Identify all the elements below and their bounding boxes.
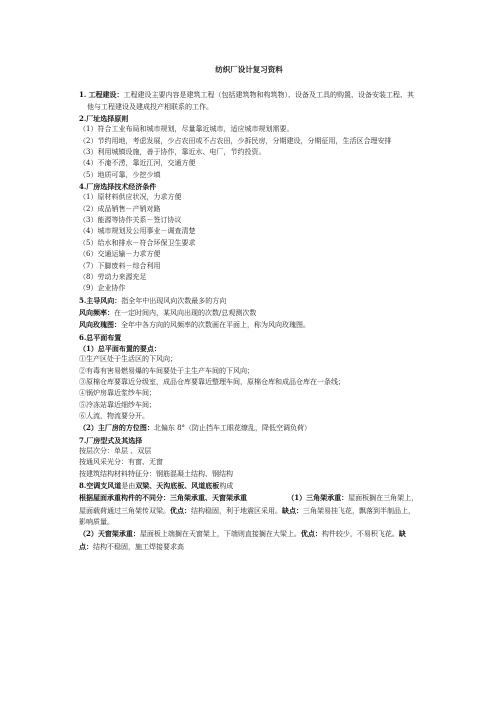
section-2-item: （2）节约用地，考虑发展，少占农田或不占农田，少拆民房，分期建设，分期征用，生活区合理安排 <box>79 136 392 145</box>
section-8-heading-mid: 是由 <box>121 482 136 491</box>
skylight-disadvantage-label: 缺点： <box>79 529 406 551</box>
truss-advantage-label: 优点： <box>170 505 191 515</box>
skylight-advantage-text: 构件较少，不易积飞花。 <box>321 530 399 539</box>
section-4-item: （9）企业协作 <box>79 284 126 293</box>
document-page <box>79 64 419 553</box>
section-4-item: （3）能源等协作关系－签订协议 <box>79 216 182 225</box>
section-6-point: ①生产区处于生活区的下风向； <box>79 355 177 364</box>
section-4-item: （1）原材料供应状况，力求方便 <box>79 193 182 202</box>
truss-advantage-text: 结构稳固，利于地震区采用。 <box>191 506 282 515</box>
section-6-point: ⑥人流，物流要分开。 <box>79 411 149 420</box>
section-4-item: （5）给水和排水－符合环保卫生要求 <box>79 238 196 247</box>
section-8-heading <box>79 480 419 492</box>
section-6-point: ③原棉仓库要靠近分级室，成品仓库要靠近整理车间，原棉仓库和成品仓库在一条线； <box>79 377 345 386</box>
section-7-heading: 7.厂房型式及其选择 <box>79 435 143 445</box>
section-8-truss-paragraph <box>79 492 419 528</box>
section-8-skylight-paragraph <box>79 528 419 553</box>
section-2-heading: 2.厂址选择原则 <box>79 114 129 124</box>
section-6-point: ④锅炉房靠近浆纱车间； <box>79 389 156 398</box>
section-4-item: （7）下脚废料－综合利用 <box>79 261 161 270</box>
wind-frequency-heading: 风向频率： <box>79 307 114 317</box>
section-6-heading: 6.总平面布置 <box>79 332 122 342</box>
truss-disadvantage-label: 缺点： <box>282 505 303 515</box>
skylight-heading: （2）天窗架承重： <box>79 529 140 539</box>
section-1-number: 1. <box>79 90 87 100</box>
skylight-text: 屋面板上端搁在天窗架上，下端则直接搁在大梁上。 <box>139 530 301 539</box>
truss-heading: （1）三角架承重： <box>287 493 349 503</box>
wind-rose-heading: 风向玫瑰图： <box>79 320 121 330</box>
wind-rose <box>79 319 419 331</box>
section-2-item: （3）利用城镇设施，善于协作，靠近水、电厂，节约投资。 <box>79 148 266 157</box>
section-8-heading-post: 构成 <box>219 482 234 491</box>
section-8-basis: 根据屋面承重构件的不同分：三角架承重、天窗架承重 <box>79 493 247 503</box>
section-6-orientation <box>79 422 419 434</box>
section-5-text: 指全年中出现风向次数最多的方向 <box>121 296 227 305</box>
section-7-item: 按层次分：单层 、双层 <box>79 447 152 455</box>
section-8-heading-pre: 8.空调支风道 <box>79 481 122 491</box>
skylight-advantage-label: 优点： <box>300 529 322 539</box>
truss-text: 屋面板搁在三角架上，屋面载荷通过三角架传双梁。 <box>79 494 419 515</box>
wind-frequency-text: 在一定时间内，某风向出现的次数/总观测次数 <box>114 308 257 317</box>
section-7-item: 按建筑结构材料特征分：钢筋混凝土结构、钢结构 <box>79 469 233 478</box>
section-4-item: （2）成品销售－产销对路 <box>79 204 161 213</box>
wind-rose-text: 全年中各方向的风频率的次数画在平面上，称为风向玫瑰图。 <box>121 321 310 330</box>
wind-frequency <box>79 307 419 319</box>
section-2-item: （4）不淹不涝，靠近江河，交通方便 <box>79 159 196 168</box>
section-1 <box>79 89 419 113</box>
truss-disadvantage-text: 三角架易挂飞花，飘落到半制品上，影响质量。 <box>79 506 415 527</box>
section-6-subheading: （1）总平面布置的要点： <box>79 343 161 353</box>
section-6-point: ⑤冷冻站靠近细纱车间； <box>79 400 156 409</box>
document-title: 纺织厂设计复习资料 <box>215 65 283 74</box>
section-2-item: （1）符合工业布局和城市规划，尽量靠近城市，适应城市规划需要。 <box>79 125 294 134</box>
section-5-heading: 5.主导风向： <box>79 295 122 305</box>
orientation-heading: （2）主厂房的方位图： <box>79 423 154 433</box>
section-7-item: 按通风采光分：有窗、无窗 <box>79 458 163 467</box>
section-5 <box>79 295 419 307</box>
section-8-heading-bold: 双梁、天沟底板、风道底板 <box>135 481 220 491</box>
section-4-item: （4）城市规划及公用事业－调查清楚 <box>79 227 196 236</box>
section-4-item: （8）劳动力来源充足 <box>79 272 147 281</box>
section-4-item: （6）交通运输－力求方便 <box>79 250 161 259</box>
section-2-item: （5）地质可靠，少挖少填 <box>79 170 161 179</box>
orientation-text: 北偏东 8°（防止挡车工眼花缭乱，降低空调负荷） <box>153 424 312 433</box>
skylight-disadvantage-text: 结构不稳固，施工焊接要求高 <box>93 542 184 551</box>
section-1-text: 工程建设主要内容是建筑工程（包括建筑物和构筑物）、设备及工具的购置、设备安装工程、其他与工程建设及建成投产相联系的工作。 <box>87 91 415 111</box>
section-4-heading: 4.厂房选择技术经济条件 <box>79 182 157 192</box>
section-1-heading: 工程建设： <box>88 90 124 100</box>
section-6-point: ②有毒有害易燃易爆的车间要处于主生产车间的下风向； <box>79 366 254 375</box>
